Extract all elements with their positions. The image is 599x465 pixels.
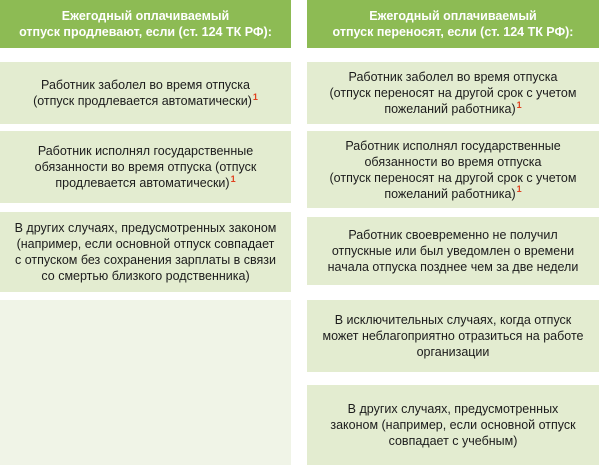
right-item-illness: [307, 62, 599, 124]
right-item-late-payment-text: Работник своевременно не получил отпускные или был уведомлен о времени начала отпуска позднее чем за две недели: [327, 228, 579, 274]
left-column-header: [0, 0, 291, 48]
left-item-state-duties: [0, 131, 291, 203]
right-item-exceptional: [307, 300, 599, 372]
right-item-other-cases-text: В других случаях, предусмотренных законом (например, если основной отпуск совпадает с учебным): [330, 402, 576, 448]
right-header-text: Ежегодный оплачиваемый отпуск переносят, если (ст. 124 ТК РФ):: [332, 9, 574, 39]
left-item-other-cases: [0, 212, 291, 292]
footnote-marker: 1: [252, 91, 258, 102]
right-column-header: [307, 0, 599, 48]
left-header-text: Ежегодный оплачиваемый отпуск продлевают, если (ст. 124 ТК РФ):: [19, 9, 272, 39]
left-item-other-cases-text: В других случаях, предусмотренных законом (например, если основной отпуск совпадает с отпуском без сохранения зарплаты в связи со смертью близкого родственника): [14, 221, 277, 283]
right-item-illness-text: Работник заболел во время отпуска (отпуск переносят на другой срок с учетом пожеланий работника): [329, 70, 577, 116]
footnote-marker: 1: [230, 173, 236, 184]
right-item-state-duties: [307, 131, 599, 208]
footnote-marker: 1: [516, 99, 522, 110]
right-item-late-payment: [307, 217, 599, 285]
right-item-exceptional-text: В исключительных случаях, когда отпуск может неблагоприятно отразиться на работе организации: [322, 313, 584, 359]
footnote-marker: 1: [516, 184, 522, 195]
right-item-state-duties-text: Работник исполнял государственные обязанности во время отпуска (отпуск переносят на другой срок с учетом пожеланий работника): [329, 138, 577, 201]
left-item-illness-text: Работник заболел во время отпуска (отпуск продлевается автоматически): [33, 78, 252, 108]
left-item-illness: [0, 62, 291, 124]
left-item-state-duties-text: Работник исполнял государственные обязанности во время отпуска (отпуск продлевается автоматически): [34, 144, 257, 190]
left-empty-area: [0, 300, 291, 465]
right-item-other-cases: [307, 385, 599, 465]
